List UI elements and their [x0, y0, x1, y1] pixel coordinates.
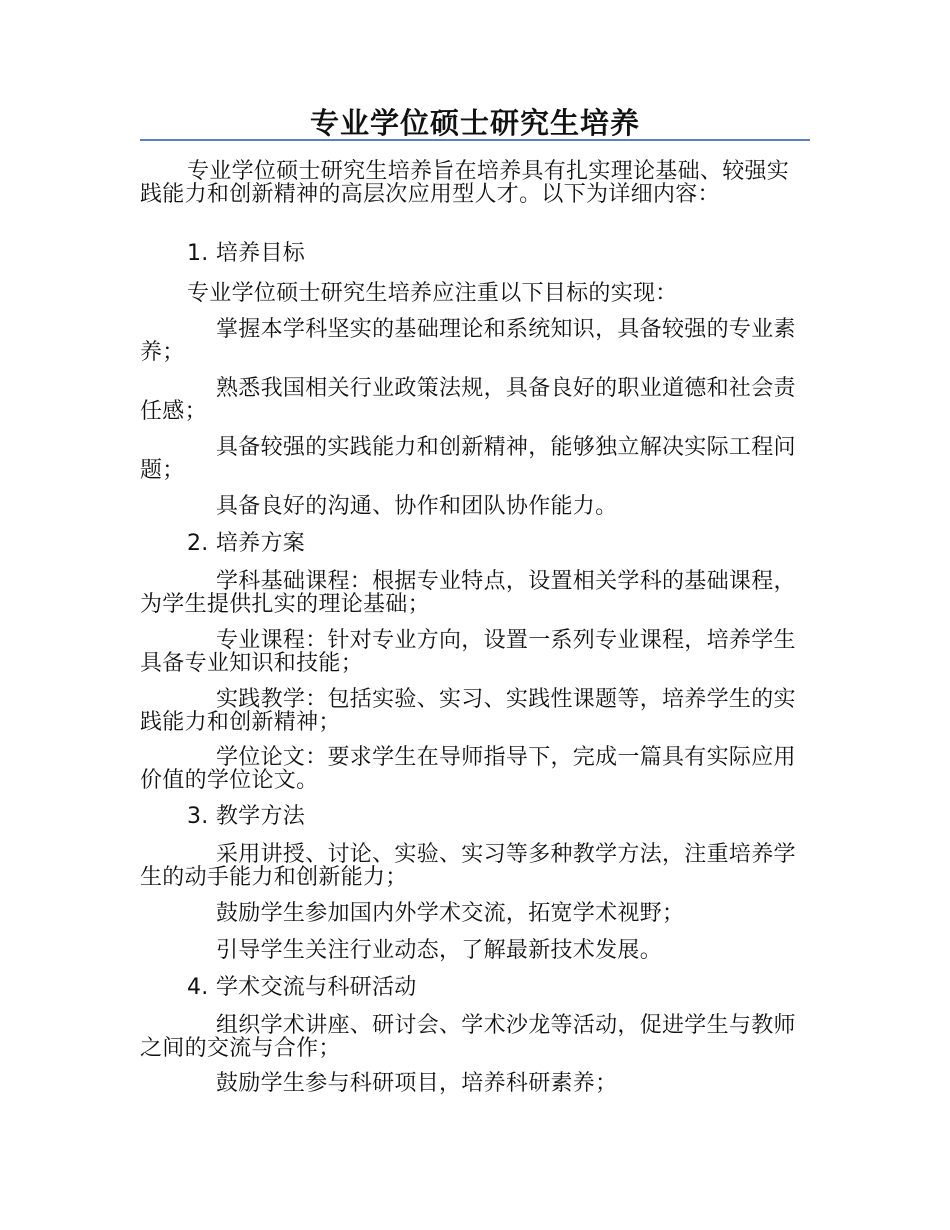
list-item: 组织学术讲座、研讨会、学术沙龙等活动，促进学生与教师之间的交流与合作；	[140, 1013, 796, 1061]
list-item: 学位论文：要求学生在导师指导下，完成一篇具有实际应用价值的学位论文。	[140, 745, 796, 793]
list-item: 实践教学：包括实验、实习、实践性课题等，培养学生的实践能力和创新精神；	[140, 687, 796, 735]
section-heading-1: 1. 培养目标	[187, 241, 306, 266]
list-item: 鼓励学生参与科研项目，培养科研素养；	[216, 1071, 618, 1096]
section-heading-2: 2. 培养方案	[187, 531, 306, 556]
list-item: 采用讲授、讨论、实验、实习等多种教学方法，注重培养学生的动手能力和创新能力；	[140, 842, 796, 890]
title-underline	[140, 139, 810, 141]
list-item: 鼓励学生参加国内外学术交流，拓宽学术视野；	[216, 901, 685, 926]
section-heading-3: 3. 教学方法	[187, 804, 306, 829]
section-lead-1: 专业学位硕士研究生培养应注重以下目标的实现：	[187, 281, 678, 306]
list-item: 熟悉我国相关行业政策法规，具备良好的职业道德和社会责任感；	[140, 376, 796, 424]
list-item: 专业课程：针对专业方向，设置一系列专业课程，培养学生具备专业知识和技能；	[140, 628, 796, 676]
list-item: 掌握本学科坚实的基础理论和系统知识，具备较强的专业素养；	[140, 317, 796, 365]
section-heading-4: 4. 学术交流与科研活动	[187, 975, 417, 1000]
document-title: 专业学位硕士研究生培养	[309, 106, 640, 140]
list-item: 具备较强的实践能力和创新精神，能够独立解决实际工程问题；	[140, 435, 796, 483]
intro-paragraph: 专业学位硕士研究生培养旨在培养具有扎实理论基础、较强实践能力和创新精神的高层次应用型人才。以下为详细内容：	[140, 159, 790, 207]
list-item: 引导学生关注行业动态，了解最新技术发展。	[216, 938, 663, 963]
list-item: 具备良好的沟通、协作和团队协作能力。	[216, 494, 618, 519]
list-item: 学科基础课程：根据专业特点，设置相关学科的基础课程，为学生提供扎实的理论基础；	[140, 569, 796, 617]
